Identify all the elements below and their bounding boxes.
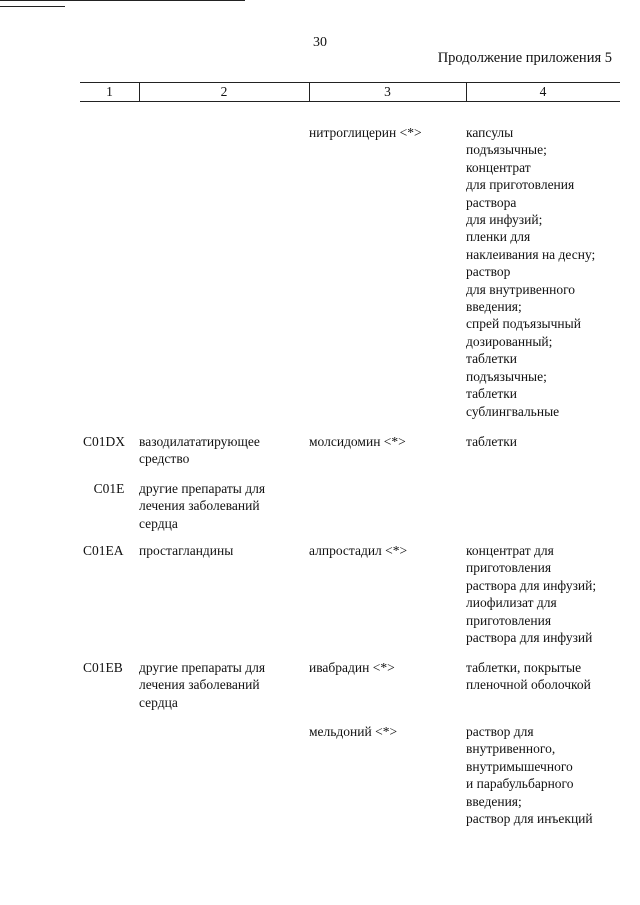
scan-artifact-line	[0, 6, 65, 7]
drug-name-cell: нитроглицерин <*>	[309, 125, 422, 140]
table-header-row	[80, 82, 620, 101]
pharmacological-group-cell: вазодилататирующее средство	[139, 434, 260, 467]
drug-name-cell: мельдоний <*>	[309, 724, 398, 739]
appendix-continuation-note: Продолжение приложения 5	[437, 50, 612, 66]
page-number: 30	[313, 35, 327, 50]
dosage-form-cell: раствор для внутривенного, внутримышечного и парабульбарного введения; раствор для инъекций	[466, 724, 593, 827]
dosage-form-cell: таблетки, покрытые пленочной оболочкой	[466, 660, 591, 693]
scan-artifact-line	[0, 0, 245, 1]
pharmacological-group-cell: другие препараты для лечения заболеваний сердца	[139, 660, 266, 710]
atc-code-cell: C01EB	[83, 660, 123, 675]
drug-name-cell: алпростадил <*>	[309, 543, 408, 558]
header-cell-1: 1	[106, 84, 113, 99]
header-cell-2: 2	[220, 84, 228, 99]
atc-code-cell: C01E	[93, 481, 125, 496]
table-header-bottom-border	[80, 101, 620, 102]
header-cell-4: 4	[539, 84, 547, 99]
pharmacological-group-cell: простагландины	[139, 543, 234, 558]
pharmacological-group-cell: другие препараты для лечения заболеваний сердца	[139, 481, 266, 531]
drug-name-cell: ивабрадин <*>	[309, 660, 395, 675]
header-cell-3: 3	[384, 84, 391, 99]
atc-code-cell: C01DX	[83, 434, 126, 449]
dosage-form-cell: концентрат для приготовления раствора для инфузий; лиофилизат для приготовления раствора для инфузий	[466, 543, 597, 646]
dosage-form-cell: таблетки	[466, 434, 518, 449]
dosage-form-cell: капсулы подъязычные; концентрат для приготовления раствора для инфузий; пленки для наклеивания на десну; раствор для внутривенного введения; спрей подъязычный дозированный; таблетки подъязычные; таблетки сублингвальные	[466, 125, 596, 419]
drug-name-cell: молсидомин <*>	[309, 434, 406, 449]
atc-code-cell: C01EA	[83, 543, 124, 558]
